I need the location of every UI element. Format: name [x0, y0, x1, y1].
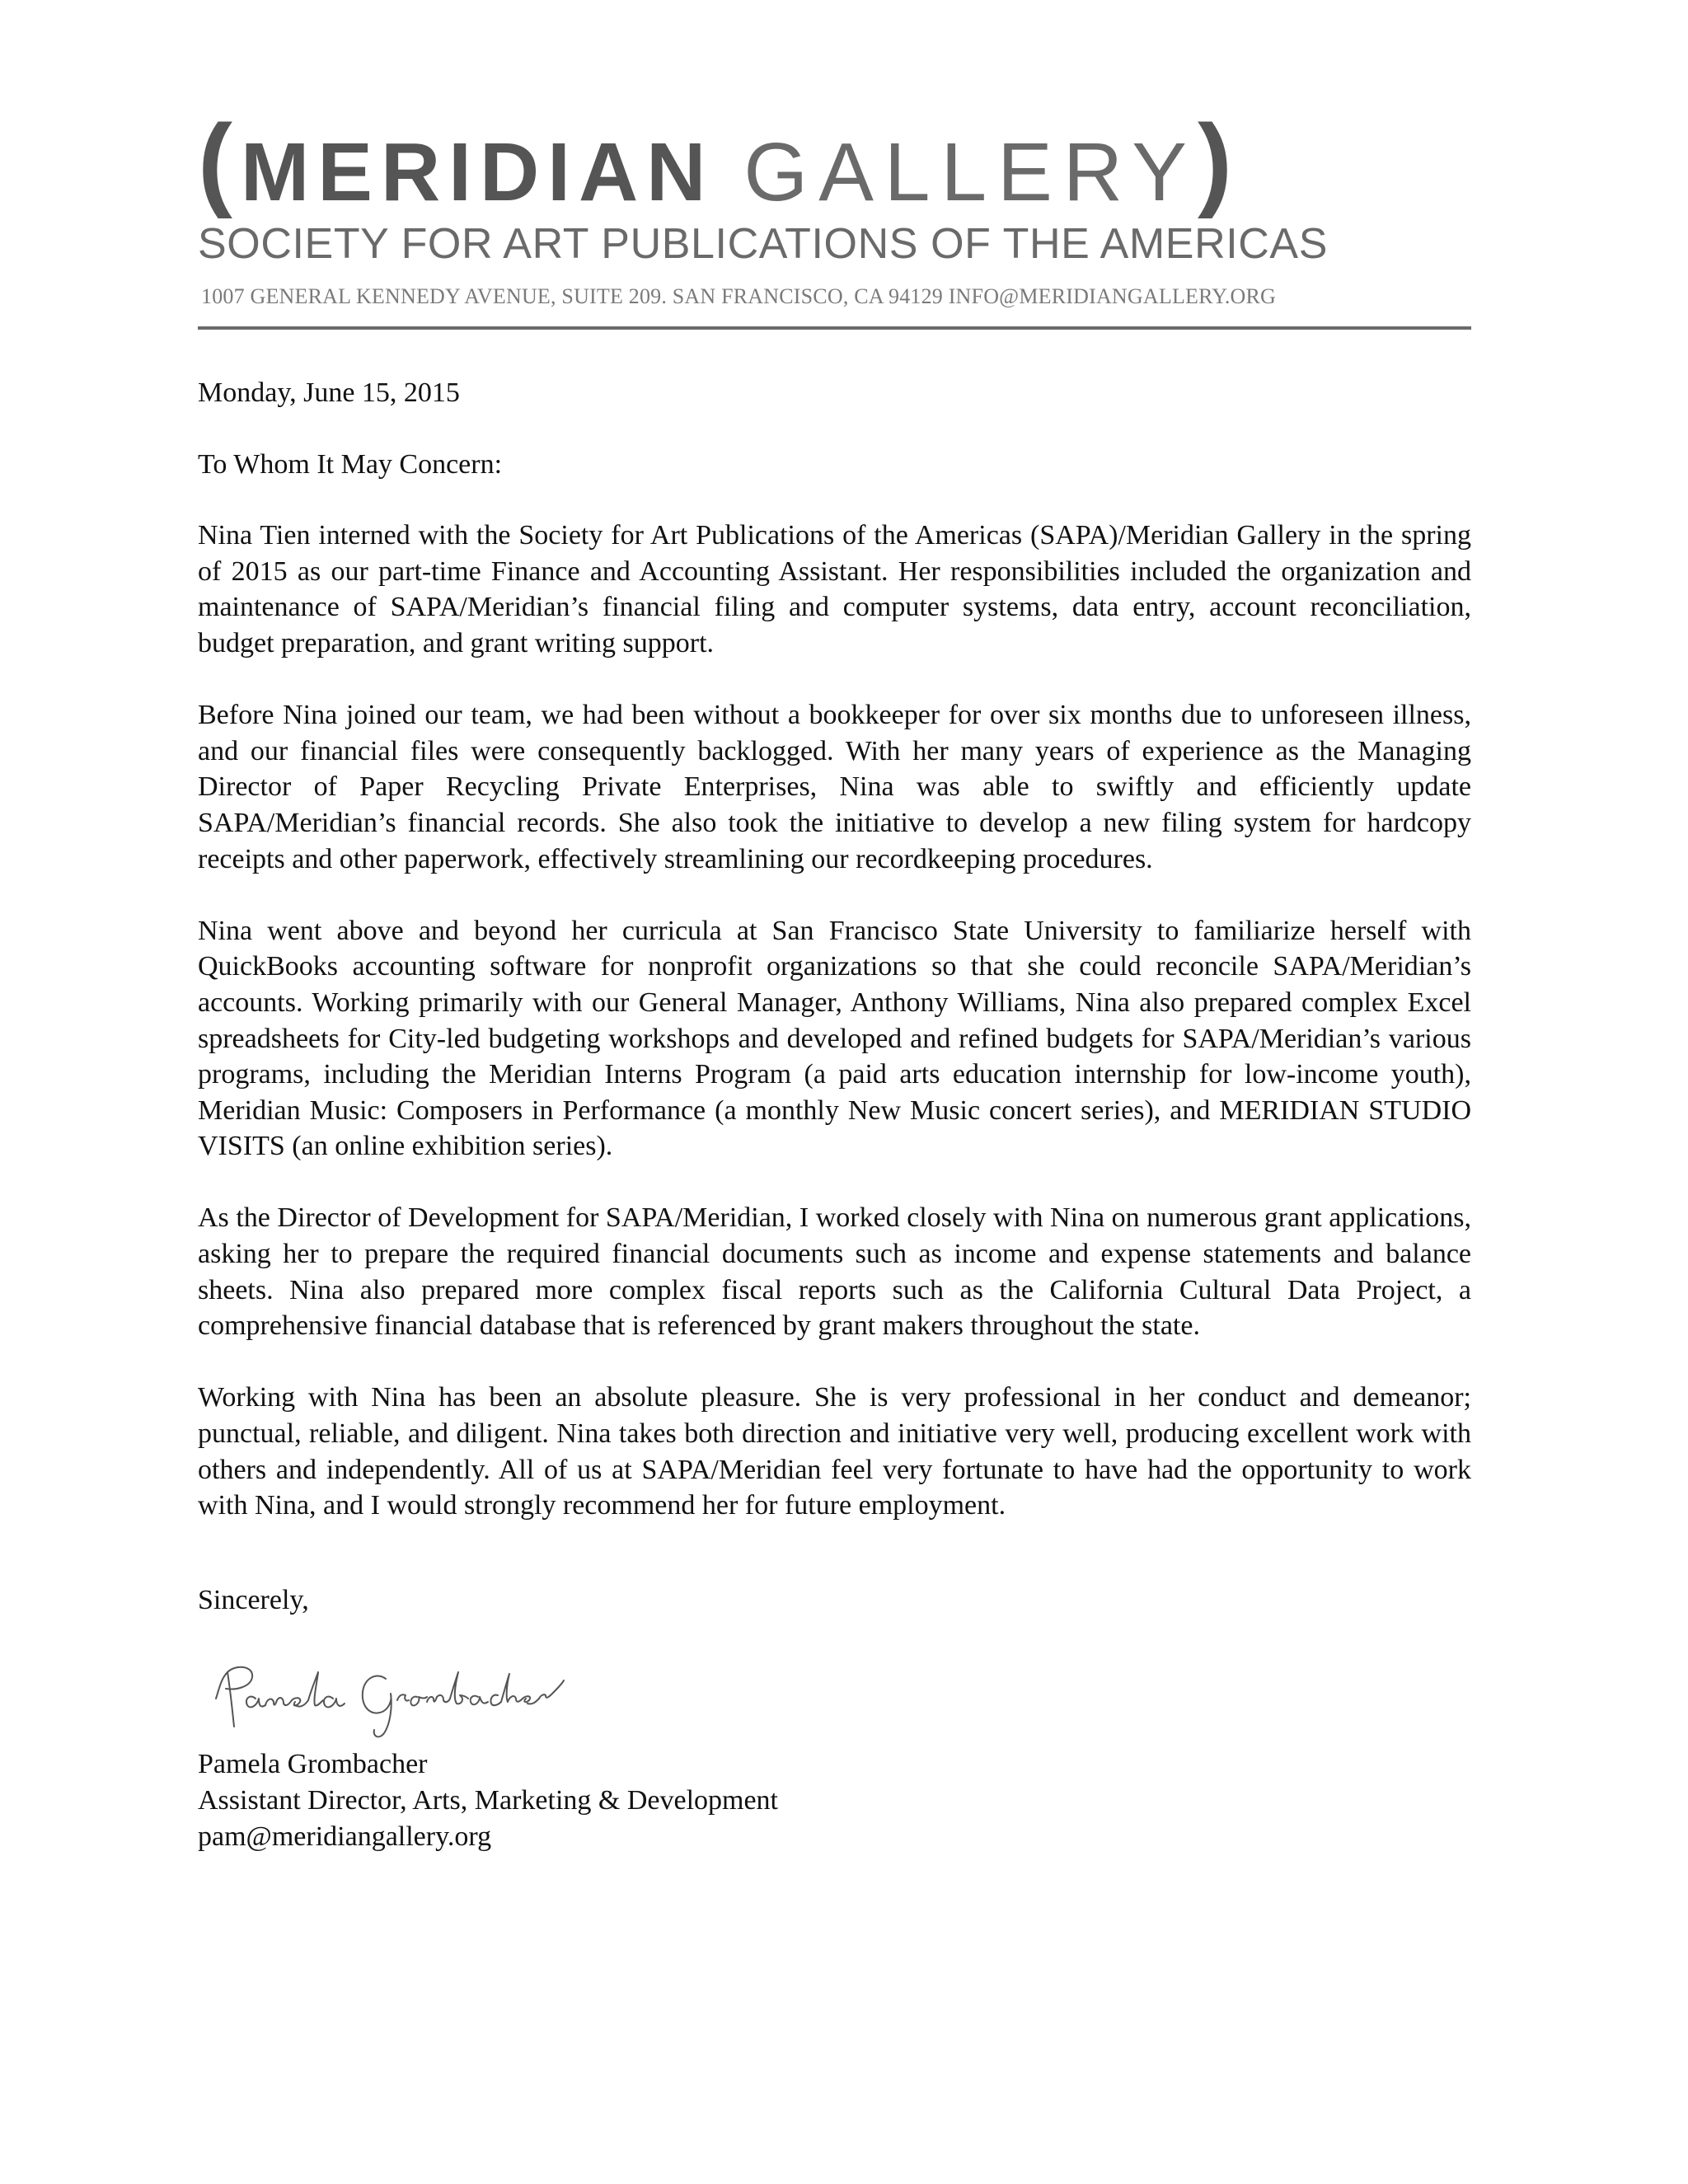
paragraph: Working with Nina has been an absolute pleasure. She is very professional in her conduct and demeanor; punctual, reliable, and diligent. Nina takes both direction and initiative very well, producing excellent work with others and independently. All of us at SAPA/Meridian feel very fortunate to have had the opportunity to work with Nina, and I would strongly recommend her for future employment.	[198, 1382, 1471, 1521]
paragraph: Nina went above and beyond her curricula at San Francisco State University to familiarize herself with QuickBooks accounting software for nonprofit organizations so that she could reconcile SAPA/Meridian’s accounts. Working primarily with our General Manager, Anthony Williams, Nina also prepared complex Excel spreadsheets for City-led budgeting workshops and developed and refined budgets for SAPA/Meridian’s various programs, including the Meridian Interns Program (a paid arts education internship for low-income youth), Meridian Music: Composers in Performance (a monthly New Music concert series), and MERIDIAN STUDIO VISITS (an online exhibition series).	[198, 915, 1471, 1162]
paragraph: Before Nina joined our team, we had been without a bookkeeper for over six months due to unforeseen illness, and our financial files were consequently backlogged. With her many years of experience as the Managing Director of Paper Recycling Private Enterprises, Nina was able to swiftly and efficiently update SAPA/Meridian’s financial records. She also took the initiative to develop a new filing system for hardcopy receipts and other paperwork, effectively streamlining our recordkeeping procedures.	[198, 700, 1471, 874]
handwritten-signature	[203, 1647, 565, 1746]
signature-block	[198, 1746, 1471, 1854]
logo-close-paren: )	[1197, 103, 1232, 219]
letter-date: Monday, June 15, 2015	[198, 377, 460, 408]
salutation: To Whom It May Concern:	[198, 448, 503, 480]
signer-email: pam@meridiangallery.org	[198, 1821, 492, 1852]
letter-body	[198, 375, 1471, 1854]
organization-subtitle: SOCIETY FOR ART PUBLICATIONS OF THE AMERICAS	[198, 220, 1328, 268]
letterhead-divider	[198, 326, 1471, 330]
logo-open-paren: (	[198, 103, 232, 219]
gallery-logo	[198, 103, 1471, 219]
paragraph: Nina Tien interned with the Society for Art Publications of the Americas (SAPA)/Meridian Gallery in the spring of 2015 as our part-time Finance and Accounting Assistant. Her responsibilities included the organization and maintenance of SAPA/Meridian’s financial filing and computer systems, data entry, account reconciliation, budget preparation, and grant writing support.	[198, 520, 1471, 658]
signer-name: Pamela Grombacher	[198, 1749, 428, 1780]
closing: Sincerely,	[198, 1584, 309, 1615]
logo-name-bold: MERIDIAN	[240, 126, 715, 218]
signer-title: Assistant Director, Arts, Marketing & Development	[198, 1785, 779, 1816]
organization-address: 1007 GENERAL KENNEDY AVENUE, SUITE 209. SAN FRANCISCO, CA 94129 INFO@MERIDIANGALLERY.ORG	[201, 284, 1277, 308]
paragraph: As the Director of Development for SAPA/Meridian, I worked closely with Nina on numerous grant applications, asking her to prepare the required financial documents such as income and expense statements and balance sheets. Nina also prepared more complex fiscal reports such as the California Cultural Data Project, a comprehensive financial database that is referenced by grant makers throughout the state.	[198, 1202, 1471, 1342]
logo-name-light: GALLERY	[743, 126, 1198, 218]
